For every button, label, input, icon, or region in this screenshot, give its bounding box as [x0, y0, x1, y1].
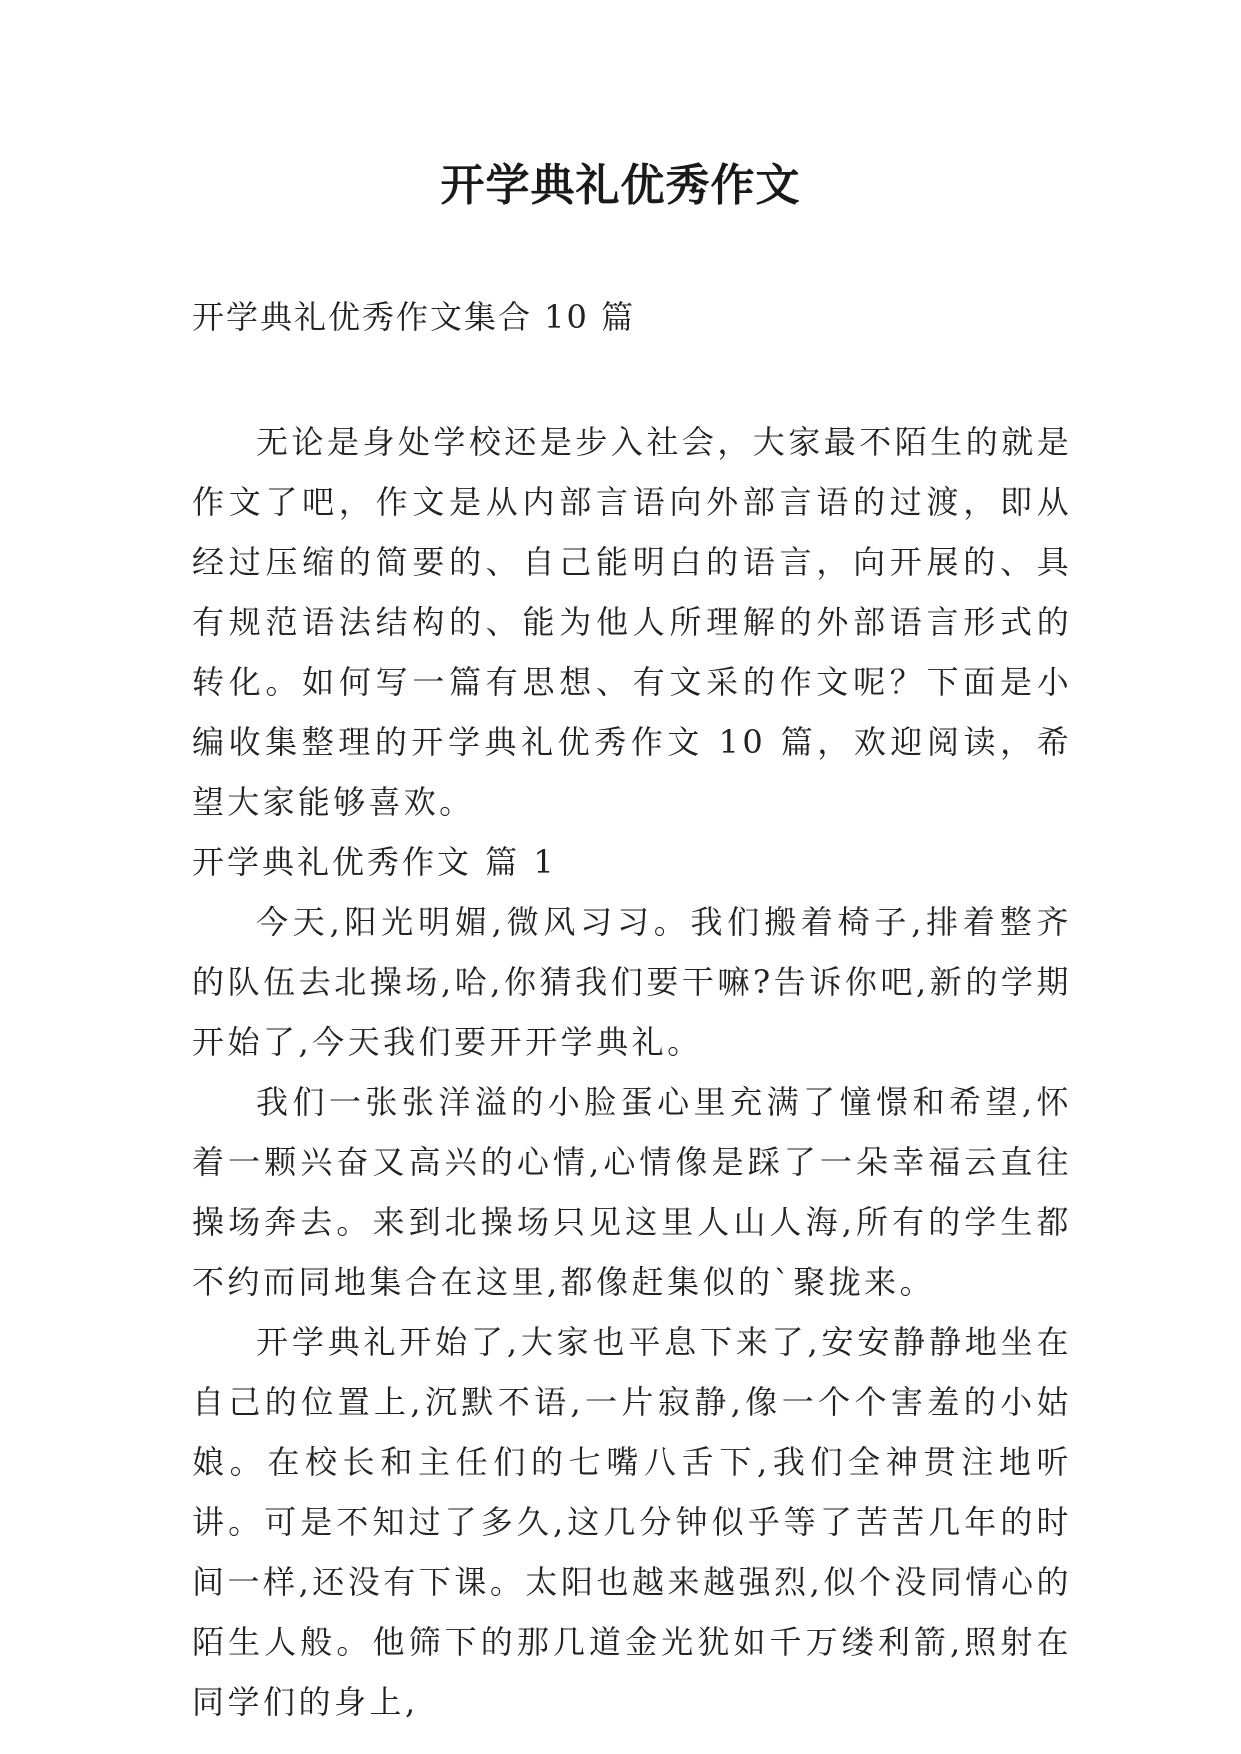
- document-title: 开学典礼优秀作文: [440, 160, 801, 211]
- paragraph-spacer: [192, 344, 1072, 412]
- body-paragraph-2: 我们一张张洋溢的小脸蛋心里充满了憧憬和希望,怀着一颗兴奋又高兴的心情,心情像是踩了一朵幸福云直往操场奔去。来到北操场只见这里人山人海,所有的学生都不约而同地集合在这里,都像赶集似的`聚拢来。: [192, 1083, 1072, 1301]
- body-paragraph-3: 开学典礼开始了,大家也平息下来了,安安静静地坐在自己的位置上,沉默不语,一片寂静,像一个个害羞的小姑娘。在校长和主任们的七嘴八舌下,我们全神贯注地听讲。可是不知过了多久,这几分钟似乎等了苦苦几年的时间一样,还没有下课。太阳也越来越强烈,似个没同情心的陌生人般。他筛下的那几道金光犹如千万缕利箭,照射在同学们的身上,: [192, 1323, 1072, 1721]
- section-heading: 开学典礼优秀作文 篇 1: [192, 843, 557, 881]
- intro-paragraph: 无论是身处学校还是步入社会，大家最不陌生的就是作文了吧，作文是从内部言语向外部言语的过渡，即从经过压缩的简要的、自己能明白的语言，向开展的、具有规范语法结构的、能为他人所理解的外部语言形式的转化。如何写一篇有思想、有文采的作文呢？下面是小编收集整理的开学典礼优秀作文 10 篇，欢迎阅读，希望大家能够喜欢。: [192, 423, 1072, 821]
- body-paragraph-1: 今天,阳光明媚,微风习习。我们搬着椅子,排着整齐的队伍去北操场,哈,你猜我们要干嘛?告诉你吧,新的学期开始了,今天我们要开开学典礼。: [192, 903, 1072, 1061]
- document-subtitle: 开学典礼优秀作文集合 10 篇: [192, 298, 636, 336]
- document-body: [192, 290, 1072, 1732]
